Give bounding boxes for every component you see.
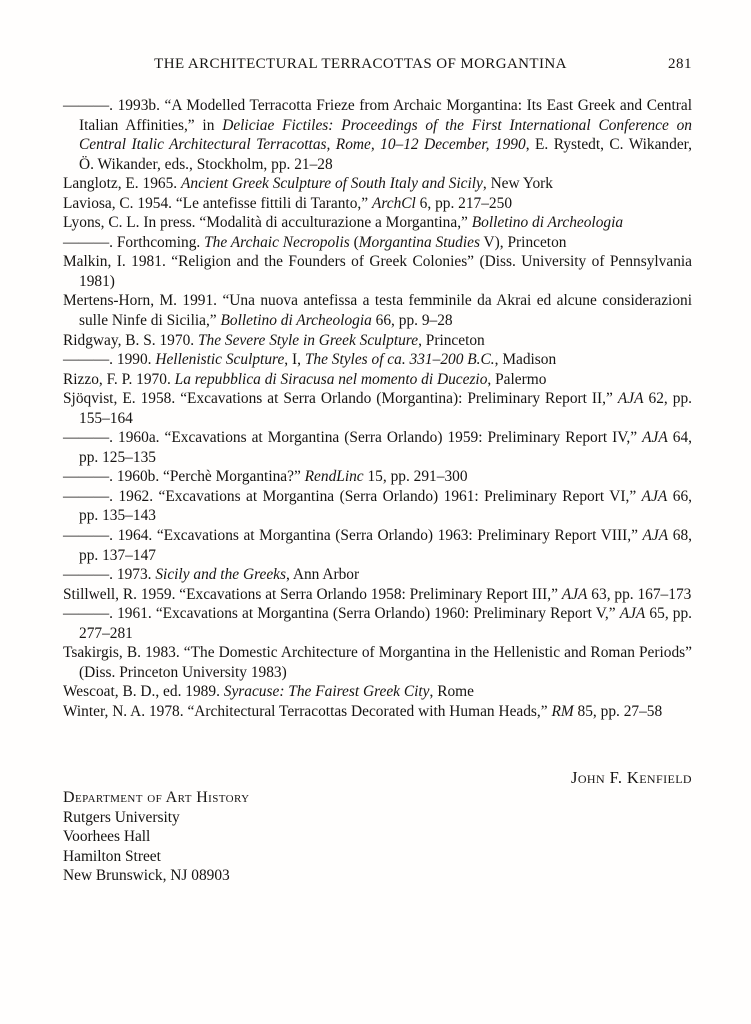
bibliography-entry xyxy=(63,487,692,526)
bibliography-entry xyxy=(63,428,692,467)
entry-text: Sjöqvist, E. 1958. “Excavations at Serra Orlando (Morgantina): Preliminary Report II,” xyxy=(63,390,618,408)
entry-text: 85, pp. 27–58 xyxy=(573,702,663,720)
entry-text: 66, pp. 135–143 xyxy=(79,487,692,525)
affiliation-line: Hamilton Street xyxy=(63,847,161,865)
bibliography-entry xyxy=(63,291,692,330)
entry-text-italic: Bolletino di Archeologia xyxy=(220,312,372,330)
entry-text-italic: La repubblica di Siracusa nel momento di Ducezio xyxy=(174,370,488,388)
page-content xyxy=(63,55,692,886)
bibliography-entry xyxy=(63,585,692,605)
affiliation-line: Rutgers University xyxy=(63,808,180,826)
bibliography-entry xyxy=(63,370,692,390)
entry-text: ———. 1964. “Excavations at Morgantina (Serra Orlando) 1963: Preliminary Report VIII,” xyxy=(63,527,643,545)
entry-text: 65, pp. 277–281 xyxy=(79,605,692,642)
entry-text-italic: AJA xyxy=(642,527,669,545)
entry-text: Langlotz, E. 1965. xyxy=(63,175,181,193)
bibliography-entry xyxy=(63,565,692,585)
entry-text: 62, pp. 155–164 xyxy=(79,390,693,427)
entry-text: Lyons, C. L. In press. “Modalità di acculturazione a Morgantina,” xyxy=(63,214,472,232)
entry-text-italic: Hellenistic Sculpture xyxy=(155,351,285,369)
entry-text: Ridgway, B. S. 1970. xyxy=(63,331,198,349)
entry-text: , Rome xyxy=(429,683,474,701)
bibliography-entry xyxy=(63,252,692,291)
bibliography-entry xyxy=(63,526,692,565)
entry-text: ———. 1962. “Excavations at Morgantina (Serra Orlando) 1961: Preliminary Report VI,” xyxy=(63,487,642,505)
entry-text-italic: AJA xyxy=(641,487,668,505)
running-head-title: THE ARCHITECTURAL TERRACOTTAS OF MORGANTINA xyxy=(154,56,567,72)
bibliography-entry xyxy=(63,331,692,351)
entry-text: , Madison xyxy=(494,351,557,369)
entry-text-italic: AJA xyxy=(642,429,668,447)
entry-text: , E. Rystedt, C. Wikander, Ö. Wikander, eds., Stockholm, pp. 21–28 xyxy=(79,136,693,173)
entry-text: Mertens-Horn, M. 1991. “Una nuova antefissa a testa femminile da Akrai ed alcune considerazioni sulle Ninfe di Sicilia,” xyxy=(63,292,692,330)
affiliation-line: New Brunswick, NJ 08903 xyxy=(63,867,230,885)
entry-text: Rizzo, F. P. 1970. xyxy=(63,370,175,388)
entry-text-italic: The Styles of ca. 331–200 B.C. xyxy=(304,351,495,369)
entry-text: , Palermo xyxy=(487,370,547,388)
entry-text: 66, pp. 9–28 xyxy=(371,312,453,330)
running-head xyxy=(63,55,692,74)
entry-text: Stillwell, R. 1959. “Excavations at Serra Orlando 1958: Preliminary Report III,” xyxy=(63,585,562,603)
entry-text: ———. Forthcoming. xyxy=(63,233,205,251)
entry-text: , New York xyxy=(482,175,553,193)
entry-text: , Ann Arbor xyxy=(285,566,360,584)
entry-text: Wescoat, B. D., ed. 1989. xyxy=(63,683,224,701)
bibliography-entry xyxy=(63,467,692,487)
entry-text: 63, pp. 167–173 xyxy=(587,585,692,603)
entry-text: , I, xyxy=(284,351,305,369)
entry-text: ———. 1973. xyxy=(63,566,156,584)
bibliography-entry xyxy=(63,389,692,428)
entry-text-italic: AJA xyxy=(619,605,646,623)
entry-text-italic: ArchCl xyxy=(371,194,416,212)
entry-text: ———. 1960a. “Excavations at Morgantina (Serra Orlando) 1959: Preliminary Report IV,” xyxy=(63,429,643,447)
bibliography-list xyxy=(63,96,692,722)
signature-block xyxy=(63,768,692,886)
bibliography-entry xyxy=(63,174,692,194)
bibliography-entry xyxy=(63,213,692,233)
entry-text: Winter, N. A. 1978. “Architectural Terracottas Decorated with Human Heads,” xyxy=(63,702,552,720)
entry-text-italic: Bolletino di Archeologia xyxy=(471,214,624,232)
bibliography-entry xyxy=(63,96,692,174)
author-name: John F. Kenfield xyxy=(571,767,692,787)
entry-text-italic: The Severe Style in Greek Sculpture xyxy=(197,331,419,349)
bibliography-entry xyxy=(63,604,692,643)
affiliation-line: Voorhees Hall xyxy=(63,828,151,846)
entry-text: 64, pp. 125–135 xyxy=(79,429,692,466)
entry-text: ( xyxy=(349,233,359,251)
entry-text-italic: The Archaic Necropolis xyxy=(204,233,350,251)
entry-text: ———. 1961. “Excavations at Morgantina (Serra Orlando) 1960: Preliminary Report V,” xyxy=(63,605,620,623)
bibliography-entry xyxy=(63,194,692,214)
entry-text-italic: Syracuse: The Fairest Greek City xyxy=(223,683,430,701)
bibliography-entry xyxy=(63,682,692,702)
entry-text: 15, pp. 291–300 xyxy=(363,468,468,486)
entry-text-italic: Deliciae Fictiles: Proceedings of the First International Conference on Central Italic Architectural Terracottas, Rome, 10–12 December, 1990 xyxy=(79,116,692,154)
entry-text: , Princeton xyxy=(418,331,485,349)
page-number: 281 xyxy=(668,56,692,72)
entry-text-italic: Ancient Greek Sculpture of South Italy and Sicily xyxy=(180,175,483,193)
bibliography-entry xyxy=(63,233,692,253)
entry-text: ———. 1993b. “A Modelled Terracotta Frieze from Archaic Morgantina: Its East Greek and Central Italian Affinities,” in xyxy=(63,97,692,134)
entry-text: 68, pp. 137–147 xyxy=(79,527,693,564)
author-affiliation xyxy=(63,788,692,886)
entry-text-italic: RendLinc xyxy=(304,468,364,486)
entry-text: ———. 1990. xyxy=(63,351,156,369)
entry-text: Laviosa, C. 1954. “Le antefisse fittili di Taranto,” xyxy=(63,194,372,212)
entry-text-italic: AJA xyxy=(561,585,588,603)
entry-text-italic: RM xyxy=(551,702,574,720)
entry-text: V), Princeton xyxy=(479,233,567,251)
entry-text: Tsakirgis, B. 1983. “The Domestic Architecture of Morgantina in the Hellenistic and Roman Periods” (Diss. Princeton University 1983) xyxy=(63,644,692,681)
entry-text: ———. 1960b. “Perchè Morgantina?” xyxy=(63,468,305,486)
entry-text: Malkin, I. 1981. “Religion and the Founders of Greek Colonies” (Diss. University of Pennsylvania 1981) xyxy=(63,253,692,290)
entry-text: 6, pp. 217–250 xyxy=(415,194,513,212)
affiliation-line: Department of Art History xyxy=(63,789,250,807)
bibliography-entry xyxy=(63,643,692,682)
entry-text-italic: AJA xyxy=(617,390,644,408)
entry-text-italic: Sicily and the Greeks xyxy=(155,566,286,584)
bibliography-entry xyxy=(63,702,692,722)
bibliography-entry xyxy=(63,350,692,370)
entry-text-italic: Morgantina Studies xyxy=(358,233,480,251)
